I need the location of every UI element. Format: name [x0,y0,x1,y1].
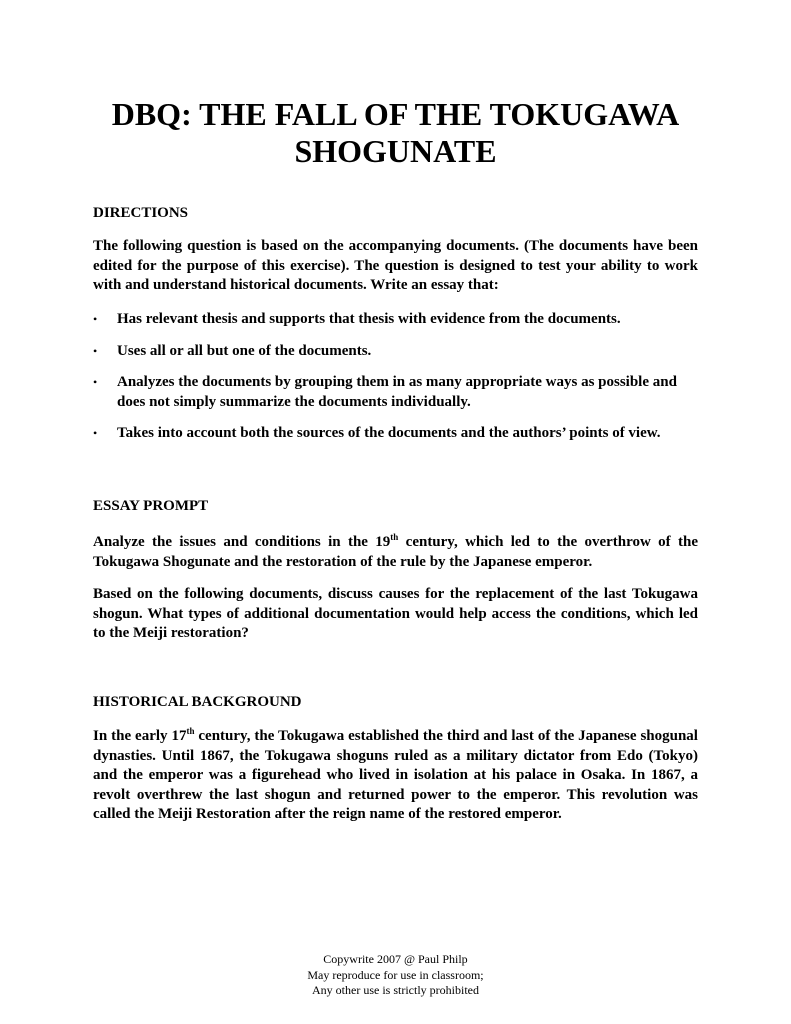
title-line-2: SHOGUNATE [294,133,497,169]
page-title [93,96,698,170]
bullet-icon: • [93,343,98,358]
copyright-footer [0,952,791,999]
bullet-icon: • [93,312,98,326]
bullet-text: Has relevant thesis and supports that thesis with evidence from the documents. [117,311,621,327]
list-item [93,424,698,444]
essay-prompt-heading: ESSAY PROMPT [93,498,209,514]
bullet-icon: • [93,426,98,440]
essay-prompt-text-start: Analyze the issues and conditions in the 19 [93,534,391,550]
essay-prompt-paragraph-2: Based on the following documents, discuss causes for the replacement of the last Tokugawa shogun. What types of additional documentation would help access the conditions, which led to the Meiji restoration? [93,586,698,641]
background-text-start: In the early 17 [93,728,187,744]
ordinal-suffix: th [186,726,195,736]
directions-bullet-list [93,310,698,456]
title-line-1: DBQ: THE FALL OF THE TOKUGAWA [111,96,680,132]
list-item [93,310,698,330]
background-text-end: century, the Tokugawa established the third and last of the Japanese shogunal dynasties. Until 1867, the Tokugawa shoguns ruled as a military dictator from Edo (Tokyo) and the emperor was a figurehead who lived in isolation at his palace in Osaka. In 1867, a revolt overthrew the last shogun and returned power to the emperor. This revolution was called the Meiji Restoration after the reign name of the restored emperor. [93,728,698,822]
directions-intro: The following question is based on the accompanying documents. (The documents have been edited for the purpose of this exercise). The question is designed to test your ability to work with and understand historical documents. Write an essay that: [93,238,698,293]
bullet-text: Analyzes the documents by grouping them in as many appropriate ways as possible and does not simply summarize the documents individually. [117,374,677,410]
footer-line-3: Any other use is strictly prohibited [312,983,479,997]
bullet-text: Takes into account both the sources of the documents and the authors’ points of view. [117,425,661,441]
essay-prompt-paragraph-1 [93,533,698,572]
bullet-text: Uses all or all but one of the documents. [117,342,372,359]
footer-line-1: Copywrite 2007 @ Paul Philp [323,952,468,966]
list-item [93,373,698,412]
historical-background-paragraph [93,727,698,825]
essay-prompt-text-end: century, which led to the overthrow of the Tokugawa Shogunate and the restoration of the rule by the Japanese emperor. [93,534,699,570]
list-item [93,342,698,362]
historical-background-heading: HISTORICAL BACKGROUND [93,694,302,710]
bullet-icon: • [93,375,98,389]
footer-line-2: May reproduce for use in classroom; [307,967,484,982]
ordinal-suffix: th [390,532,399,542]
directions-heading: DIRECTIONS [93,205,189,221]
